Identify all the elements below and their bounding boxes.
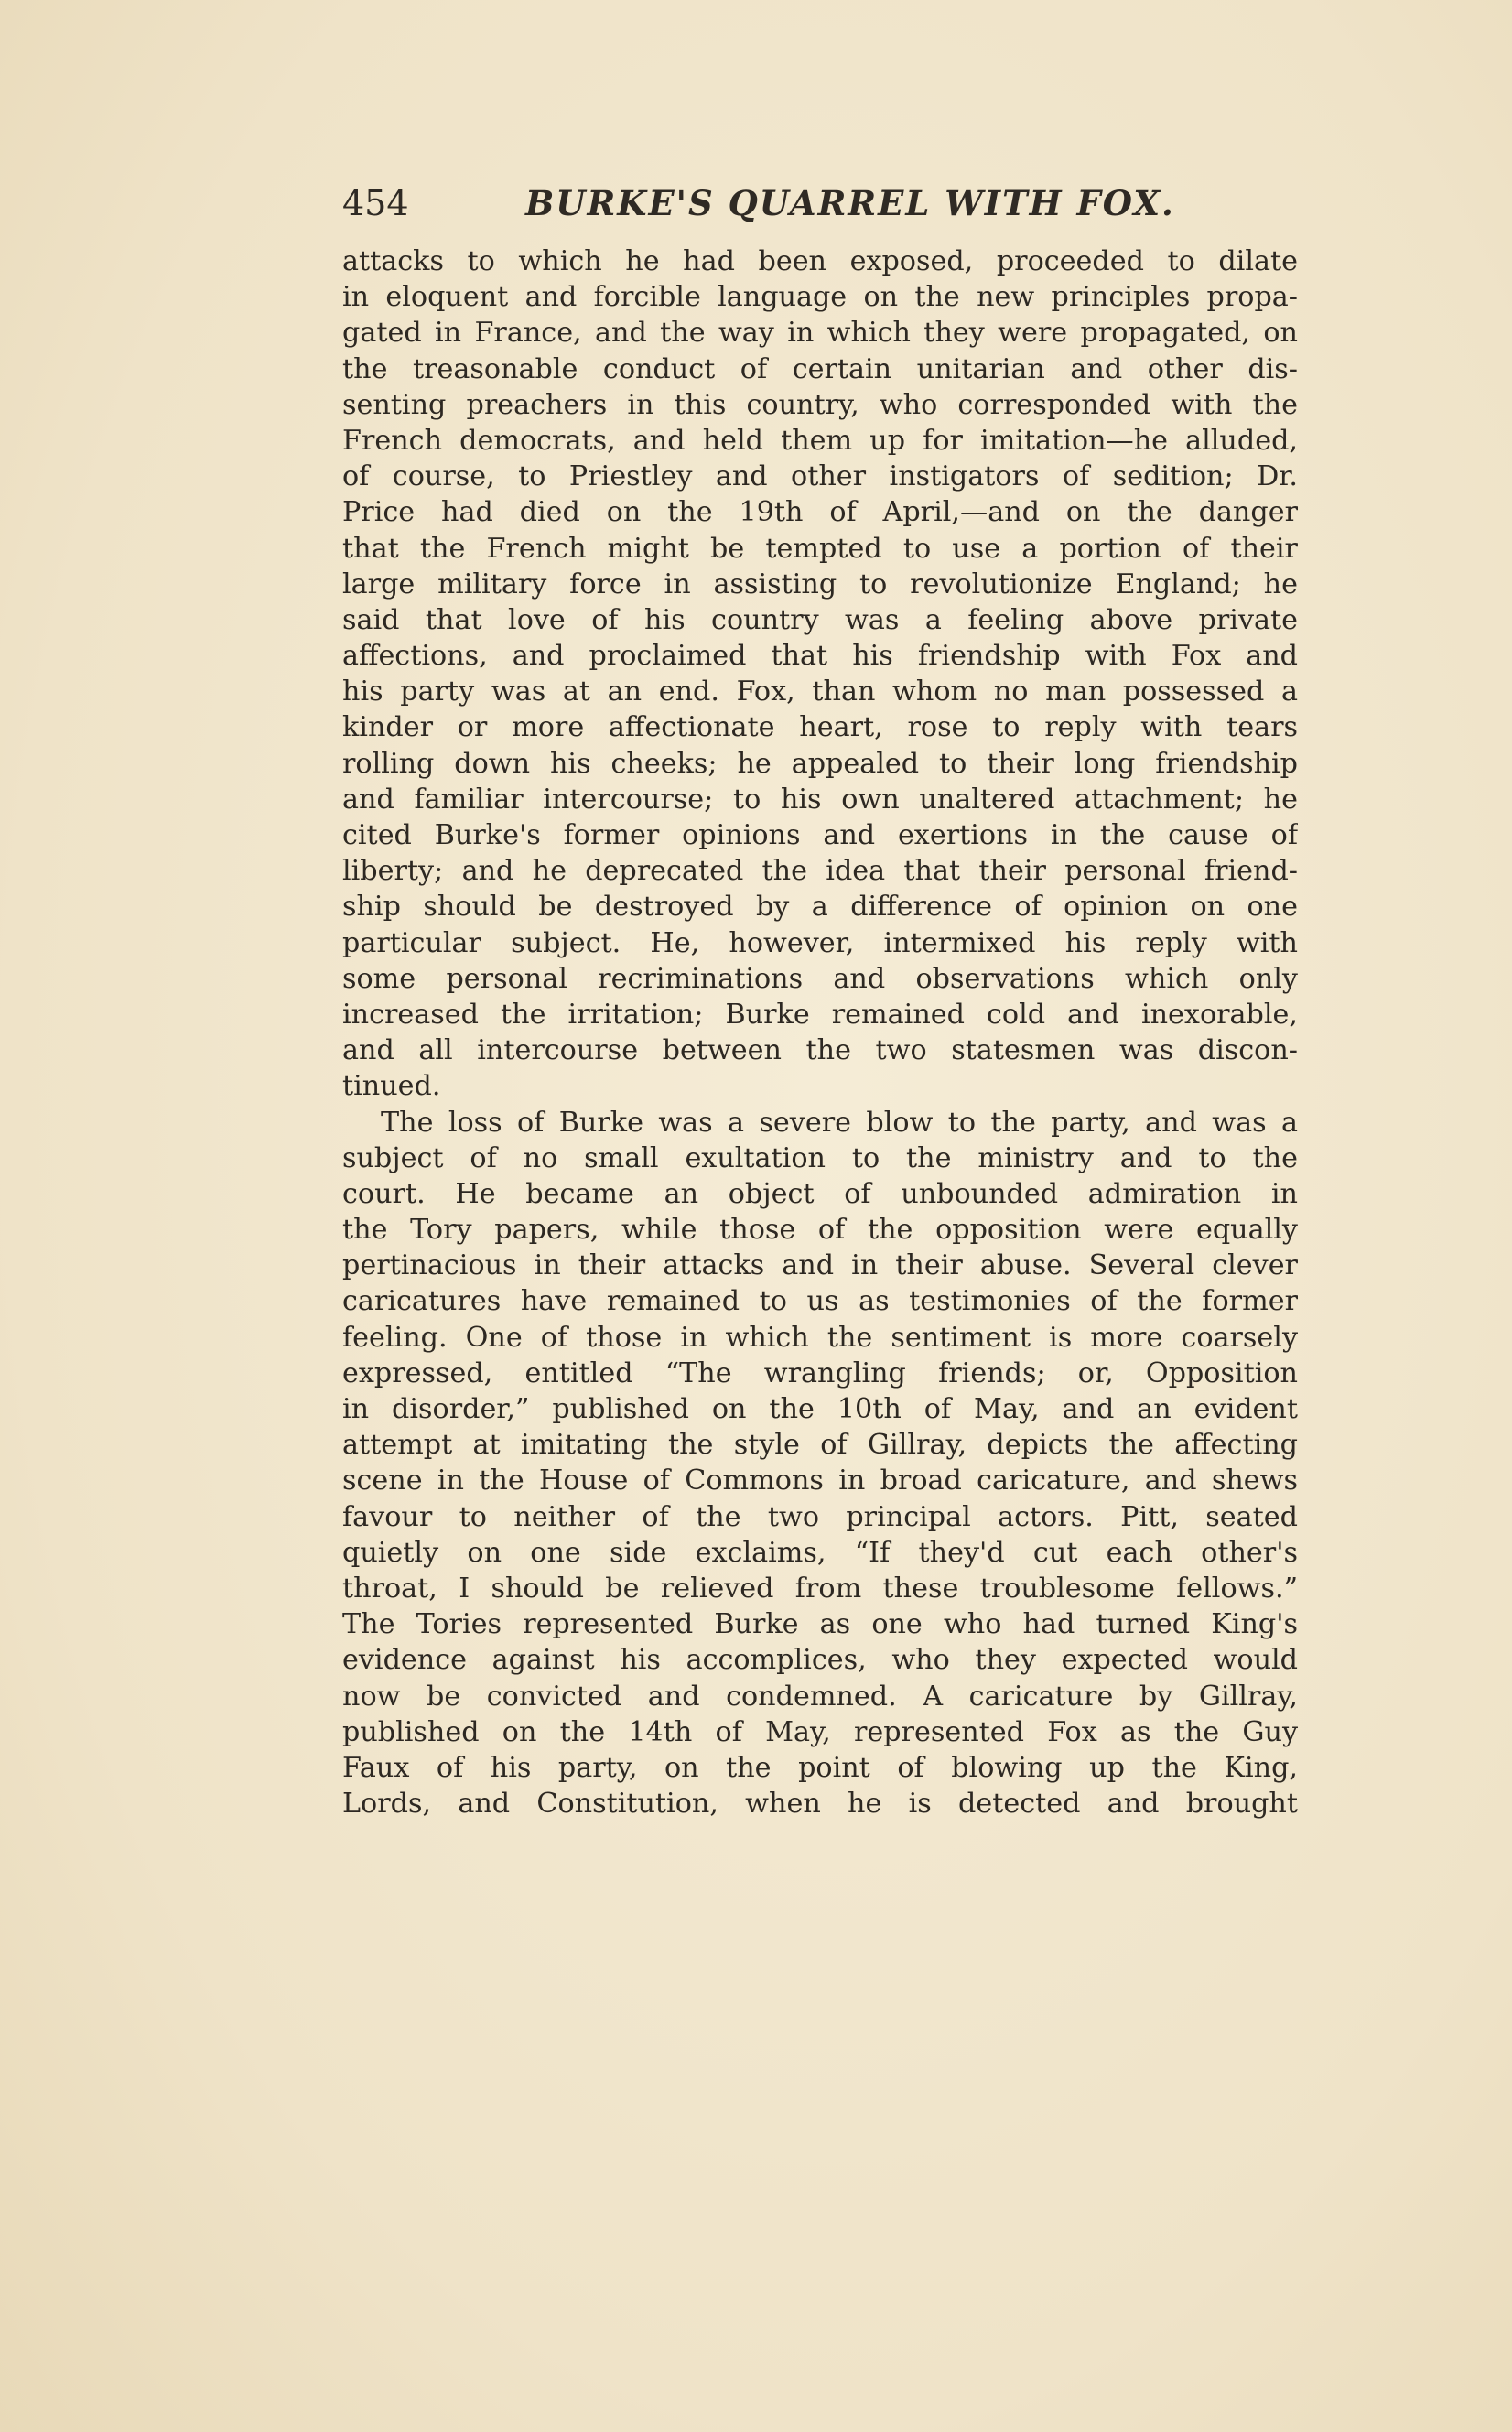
text-line: expressed, entitled “The wrangling friends; or, Opposition [342, 1357, 1298, 1389]
text-line: scene in the House of Commons in broad caricature, and shews [342, 1465, 1298, 1497]
text-line: Faux of his party, on the point of blowing up the King, [342, 1751, 1298, 1784]
text-line: quietly on one side exclaims, “If they'd cut each other's [342, 1536, 1298, 1569]
body-text [342, 243, 1298, 1821]
text-line: said that love of his country was a feeling above private [342, 603, 1298, 636]
text-line: tinued. [342, 1070, 441, 1103]
text-line: of course, to Priestley and other instigators of sedition; Dr. [342, 460, 1298, 493]
text-line: affections, and proclaimed that his friendship with Fox and [342, 640, 1298, 673]
text-line: that the French might be tempted to use a portion of their [342, 532, 1298, 565]
text-line: attacks to which he had been exposed, proceeded to dilate [342, 245, 1298, 277]
text-line: evidence against his accomplices, who they expected would [342, 1644, 1298, 1677]
text-line: his party was at an end. Fox, than whom no man possessed a [342, 676, 1298, 708]
text-line: some personal recriminations and observations which only [342, 962, 1298, 995]
text-line: in disorder,” published on the 10th of May, and an evident [342, 1393, 1298, 1425]
text-line: gated in France, and the way in which they were propagated, on [342, 317, 1298, 350]
text-line: published on the 14th of May, represented Fox as the Guy [342, 1715, 1298, 1748]
text-line: pertinacious in their attacks and in their abuse. Several clever [342, 1249, 1298, 1282]
text-line: cited Burke's former opinions and exertions in the cause of [342, 819, 1298, 851]
text-line: Lords, and Constitution, when he is detected and brought [342, 1788, 1298, 1821]
page-number: 454 [342, 183, 409, 223]
text-line: and familiar intercourse; to his own unaltered attachment; he [342, 783, 1298, 816]
text-line: the Tory papers, while those of the opposition were equally [342, 1214, 1298, 1247]
text-line: liberty; and he deprecated the idea that their personal friend- [342, 855, 1298, 888]
text-line: now be convicted and condemned. A caricature by Gillray, [342, 1680, 1298, 1713]
text-line: caricatures have remained to us as testimonies of the former [342, 1285, 1298, 1318]
text-line: in eloquent and forcible language on the new principles propa- [342, 281, 1298, 314]
text-line: favour to neither of the two principal actors. Pitt, seated [342, 1500, 1298, 1533]
text-line: court. He became an object of unbounded admiration in [342, 1177, 1298, 1210]
text-line: French democrats, and held them up for imitation—he alluded, [342, 424, 1298, 457]
text-line: rolling down his cheeks; he appealed to their long friendship [342, 747, 1298, 780]
text-line: the treasonable conduct of certain unitarian and other dis- [342, 352, 1298, 385]
text-line: throat, I should be relieved from these troublesome fellows.” [342, 1572, 1298, 1605]
text-line: feeling. One of those in which the sentiment is more coarsely [342, 1321, 1298, 1354]
text-line: The loss of Burke was a severe blow to the party, and was a [381, 1106, 1298, 1139]
text-line: increased the irritation; Burke remained cold and inexorable, [342, 998, 1298, 1031]
text-line: particular subject. He, however, intermixed his reply with [342, 926, 1298, 959]
running-head: BURKE'S QUARREL WITH FOX. [525, 183, 1175, 223]
text-line: senting preachers in this country, who corresponded with the [342, 388, 1298, 421]
text-line: ship should be destroyed by a difference of opinion on one [342, 891, 1298, 924]
text-line: kinder or more affectionate heart, rose to reply with tears [342, 711, 1298, 744]
text-line: attempt at imitating the style of Gillray, depicts the affecting [342, 1429, 1298, 1462]
text-line: large military force in assisting to revolutionize England; he [342, 567, 1298, 600]
text-line: The Tories represented Burke as one who had turned King's [342, 1608, 1298, 1641]
text-line: Price had died on the 19th of April,—and on the danger [342, 496, 1298, 529]
page-header [342, 179, 1298, 231]
text-line: and all intercourse between the two statesmen was discon- [342, 1034, 1298, 1067]
text-line: subject of no small exultation to the ministry and to the [342, 1141, 1298, 1174]
